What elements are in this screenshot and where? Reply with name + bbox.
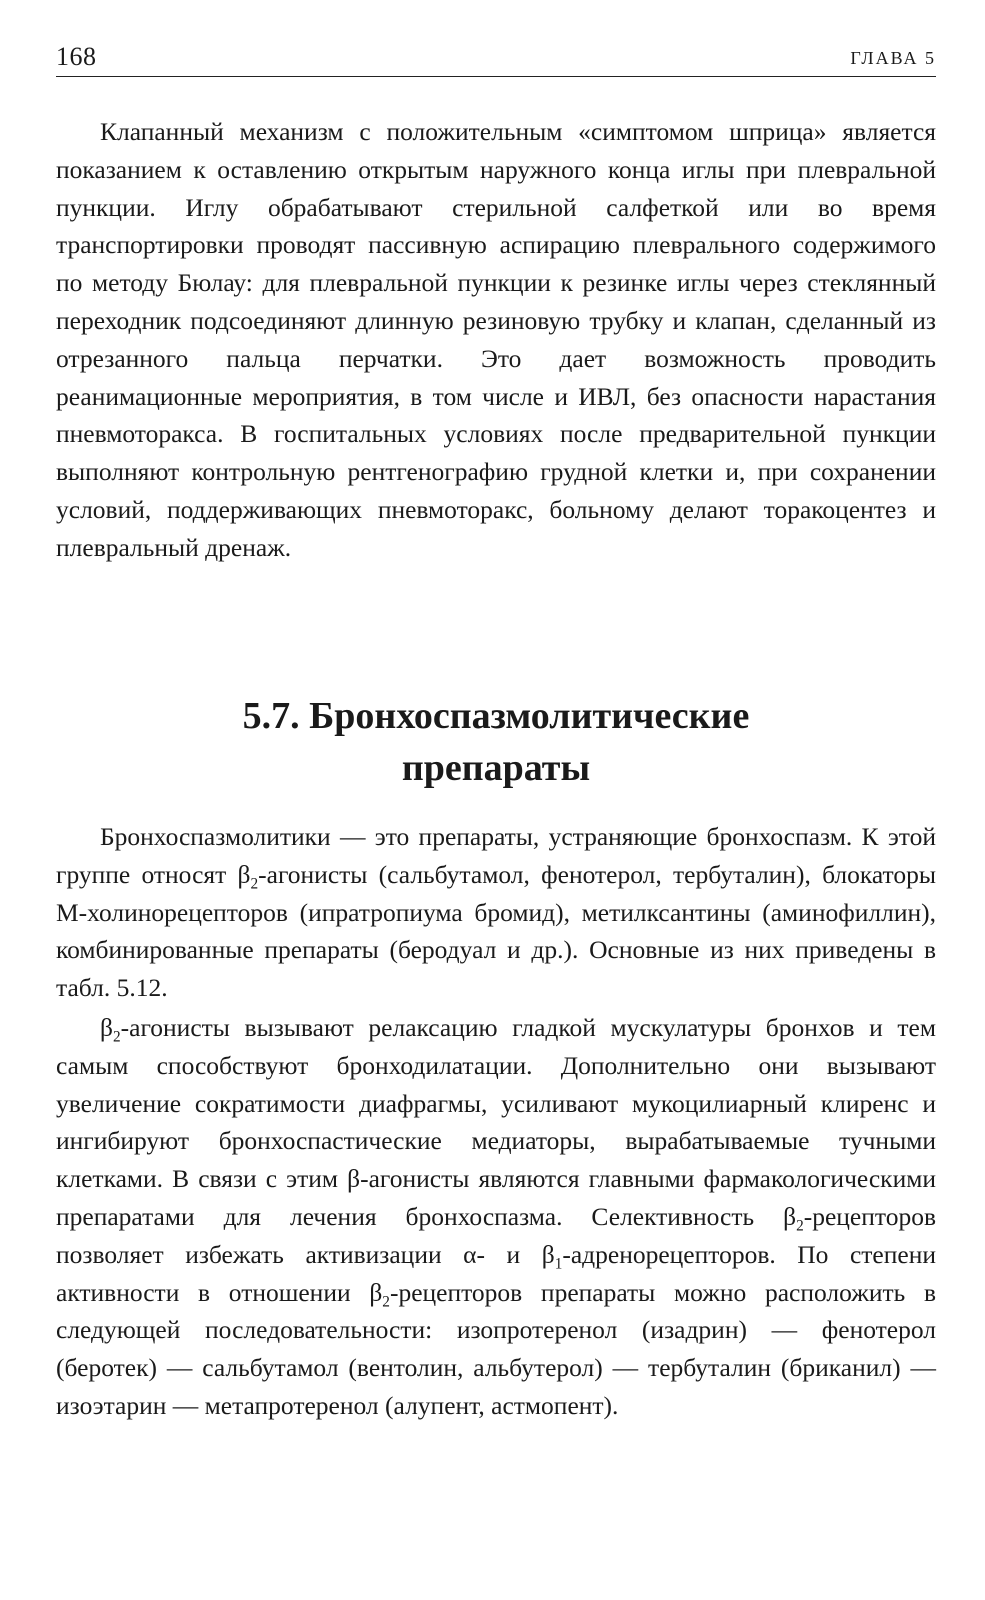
text-run: -рецепторов препараты можно расположить в следующей последовательности: изопротеренол (изадрин) — фенотерол (беротек) — сальбутамол (вентолин, альбутерол) — тербуталин (бриканил) — изоэтарин — метапротеренол (алупент, астмопент). xyxy=(56,1277,937,1420)
running-header xyxy=(56,40,936,77)
subscript: 2 xyxy=(796,1217,804,1235)
page-number: 168 xyxy=(56,42,97,71)
chapter-label: ГЛАВА 5 xyxy=(850,48,936,68)
paragraph-bronchospasmolytics xyxy=(56,818,936,1007)
subscript: 2 xyxy=(250,875,259,893)
text-run: -рецепторов позволяет избежать активизации α- и β xyxy=(56,1201,936,1269)
text-run: β xyxy=(100,1012,113,1042)
text-run: Бронхоспазмолитики — это препараты, устраняющие бронхоспазм. К этой группе относят β xyxy=(56,822,936,889)
section-heading-line2: препараты xyxy=(401,747,591,789)
subscript: 1 xyxy=(554,1255,563,1273)
subscript: 2 xyxy=(112,1028,121,1046)
intro-paragraph: Клапанный механизм с положительным «симптомом шприца» является показанием к оставлению открытым наружного конца иглы при плевральной пункции. Иглу обрабатывают стерильной салфеткой или во время транспортировки проводят пассивную аспирацию плеврального содержимого по методу Бюлау: для плевральной пункции к резинке иглы через стеклянный переходник подсоединяют длинную резиновую трубку и клапан, сделанный из отрезанного пальца перчатки. Это дает возможность проводить реанимационные мероприятия, в том числе и ИВЛ, без опасности нарастания пневмоторакса. В госпитальных условиях после предварительной пункции выполняют контрольную рентгенографию грудной клетки и, при сохранении условий, поддерживающих пневмоторакс, больному делают торакоцентез и плевральный дренаж. xyxy=(56,117,936,562)
text-run: -адренорецепторов. По степени активности в отношении β xyxy=(56,1239,937,1307)
section-heading xyxy=(56,690,936,794)
section-body xyxy=(56,818,936,1425)
subscript: 2 xyxy=(382,1292,390,1310)
paragraph-beta2-agonists xyxy=(56,1009,936,1425)
section-heading-line1: 5.7. Бронхоспазмолитические xyxy=(242,695,750,737)
text-run: -агонисты вызывают релаксацию гладкой мускулатуры бронхов и тем самым способствуют бронходилатации. Дополнительно они вызывают увеличение сократимости диафрагмы, усиливают мукоцилиарный клиренс и ингибируют бронхоспастические медиаторы, вырабатываемые тучными клетками. В связи с этим β-агонисты являются главными фармакологическими препаратами для лечения бронхоспазма. Селективность β xyxy=(56,1012,936,1231)
text-run: -агонисты (сальбутамол, фенотерол, тербуталин), блокаторы М-холинорецепторов (ипратропиума бромид), метилксантины (аминофиллин), комбинированные препараты (беродуал и др.). Основные из них приведены в табл. 5.12. xyxy=(56,859,936,1003)
